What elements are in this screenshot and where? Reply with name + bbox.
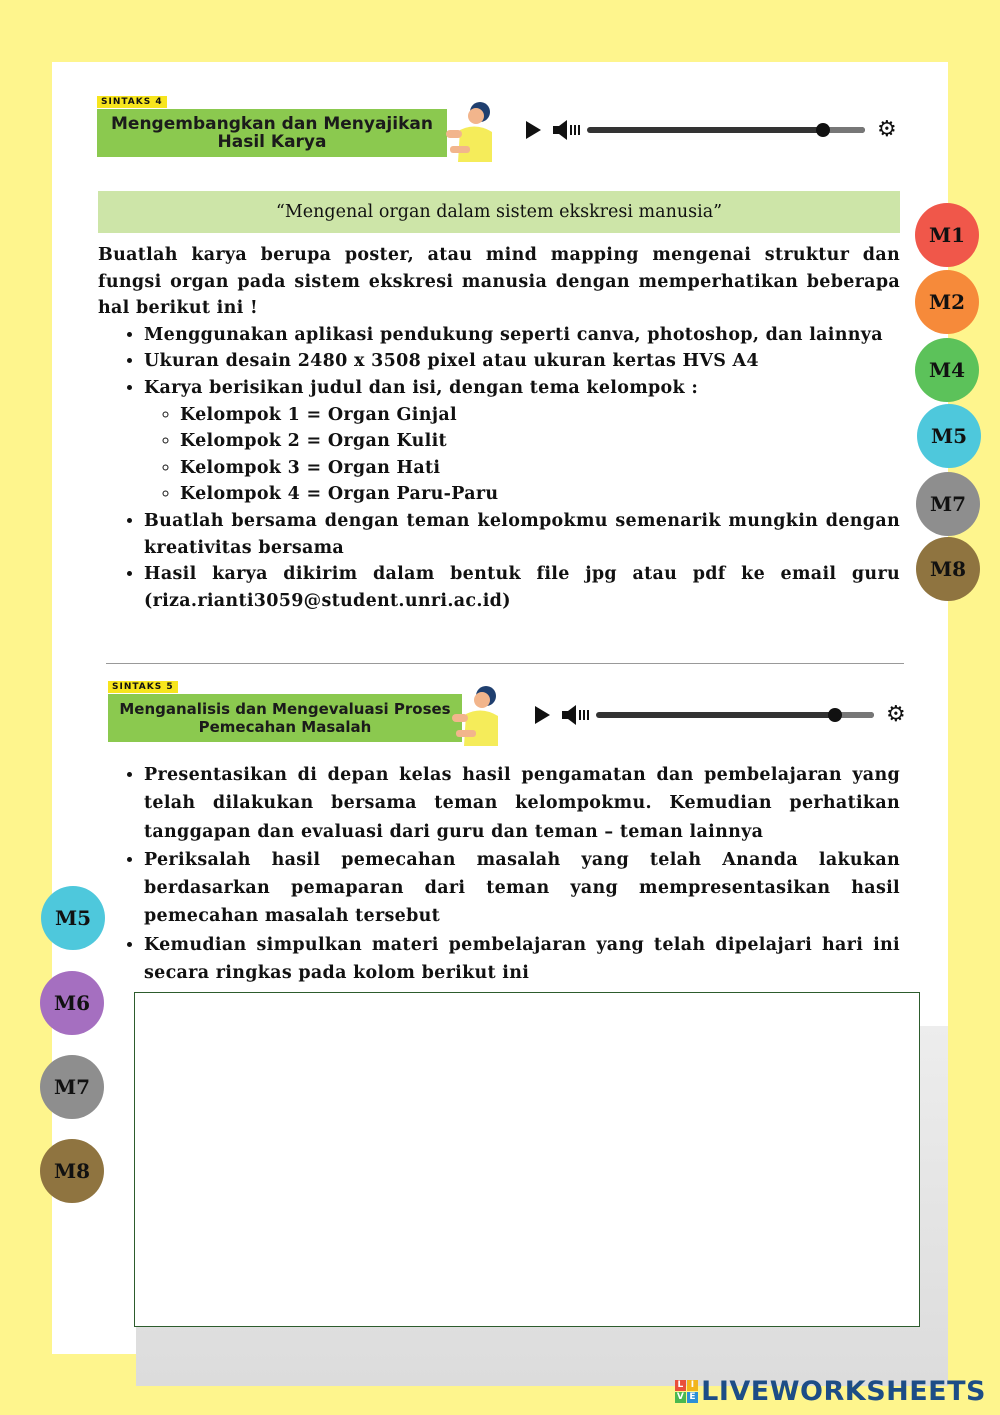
m8-button-left[interactable]: M8 xyxy=(40,1139,104,1203)
intro-text: Buatlah karya berupa poster, atau mind mapping mengenai struktur dan fungsi organ pada sistem ekskresi manusia dengan memperhatikan beberapa hal berikut ini ! xyxy=(98,245,900,319)
audio-player-sintaks5[interactable] xyxy=(535,702,906,727)
m5-button-left[interactable]: M5 xyxy=(41,886,105,950)
audio-progress-knob[interactable] xyxy=(828,708,842,722)
sintaks4-title-line2: Hasil Karya xyxy=(217,132,327,152)
sintaks5-title xyxy=(108,694,462,742)
list-item: • Presentasikan di depan kelas hasil pengamatan dan pembelajaran yang telah dilakukan bersama teman kelompokmu. Kemudian perhatikan tanggapan dan evaluasi dari guru dan teman – teman lainnya xyxy=(144,761,900,846)
m1-button[interactable]: M1 xyxy=(915,203,979,267)
m8-button[interactable]: M8 xyxy=(916,537,980,601)
section-divider xyxy=(106,663,904,664)
audio-player-sintaks4[interactable] xyxy=(526,117,897,142)
liveworksheets-logo xyxy=(675,1376,986,1407)
sintaks5-tag: SINTAKS 5 xyxy=(108,681,178,693)
list-item-text: Karya berisikan judul dan isi, dengan tema kelompok : xyxy=(144,377,699,398)
group-item: ◦ Kelompok 4 = Organ Paru-Paru xyxy=(180,481,900,508)
student-illustration-icon xyxy=(448,684,510,746)
volume-icon[interactable] xyxy=(553,119,583,141)
list-item: • Menggunakan aplikasi pendukung seperti canva, photoshop, dan lainnya xyxy=(144,322,900,349)
live-mark-icon xyxy=(675,1380,698,1403)
m2-button[interactable]: M2 xyxy=(915,270,979,334)
list-item: • Kemudian simpulkan materi pembelajaran yang telah dipelajari hari ini secara ringkas pada kolom berikut ini xyxy=(144,931,900,988)
m4-button[interactable]: M4 xyxy=(915,338,979,402)
sintaks4-title xyxy=(97,109,447,157)
m6-button-left[interactable]: M6 xyxy=(40,971,104,1035)
logo-letter: V xyxy=(676,1392,685,1402)
list-item: • Hasil karya dikirim dalam bentuk file jpg atau pdf ke email guru (riza.rianti3059@student.unri.ac.id) xyxy=(144,561,900,614)
audio-progress-bar[interactable] xyxy=(596,712,874,718)
sintaks5-title-line2: Pemecahan Masalah xyxy=(198,718,372,736)
logo-letter: L xyxy=(675,1380,686,1391)
play-icon[interactable] xyxy=(526,121,541,139)
sintaks4-title-line1: Mengembangkan dan Menyajikan xyxy=(111,114,433,134)
group-item: ◦ Kelompok 2 = Organ Kulit xyxy=(180,428,900,455)
logo-letter: I xyxy=(687,1380,698,1391)
group-item: ◦ Kelompok 3 = Organ Hati xyxy=(180,455,900,482)
m7-button[interactable]: M7 xyxy=(916,472,980,536)
group-list xyxy=(144,402,900,508)
logo-letter: E xyxy=(687,1392,698,1403)
sintaks5-bullet-list xyxy=(98,761,900,987)
sintaks5-content xyxy=(98,761,900,987)
volume-icon[interactable] xyxy=(562,704,592,726)
sintaks4-tag: SINTAKS 4 xyxy=(97,96,167,108)
gear-icon[interactable]: ⚙ xyxy=(877,117,897,142)
list-item xyxy=(144,375,900,508)
gear-icon[interactable]: ⚙ xyxy=(886,702,906,727)
summary-answer-box[interactable] xyxy=(134,992,920,1327)
sintaks5-header xyxy=(108,681,508,747)
m7-button-left[interactable]: M7 xyxy=(40,1055,104,1119)
logo-text: LIVEWORKSHEETS xyxy=(701,1376,986,1407)
sintaks4-bullet-list xyxy=(98,322,900,615)
sintaks5-title-line1: Menganalisis dan Mengevaluasi Proses xyxy=(119,700,451,718)
m5-button[interactable]: M5 xyxy=(917,404,981,468)
list-item: • Buatlah bersama dengan teman kelompokmu semenarik mungkin dengan kreativitas bersama xyxy=(144,508,900,561)
sintaks4-content xyxy=(98,242,900,614)
audio-progress-knob[interactable] xyxy=(816,123,830,137)
list-item: • Periksalah hasil pemecahan masalah yang telah Ananda lakukan berdasarkan pemaparan dari teman yang mempresentasikan hasil pemecahan masalah tersebut xyxy=(144,846,900,931)
student-illustration-icon xyxy=(442,100,504,162)
sintaks4-header xyxy=(97,96,497,162)
list-item: • Ukuran desain 2480 x 3508 pixel atau ukuran kertas HVS A4 xyxy=(144,348,900,375)
topic-quote: “Mengenal organ dalam sistem ekskresi manusia” xyxy=(98,191,900,233)
audio-progress-bar[interactable] xyxy=(587,127,865,133)
group-item: ◦ Kelompok 1 = Organ Ginjal xyxy=(180,402,900,429)
play-icon[interactable] xyxy=(535,706,550,724)
